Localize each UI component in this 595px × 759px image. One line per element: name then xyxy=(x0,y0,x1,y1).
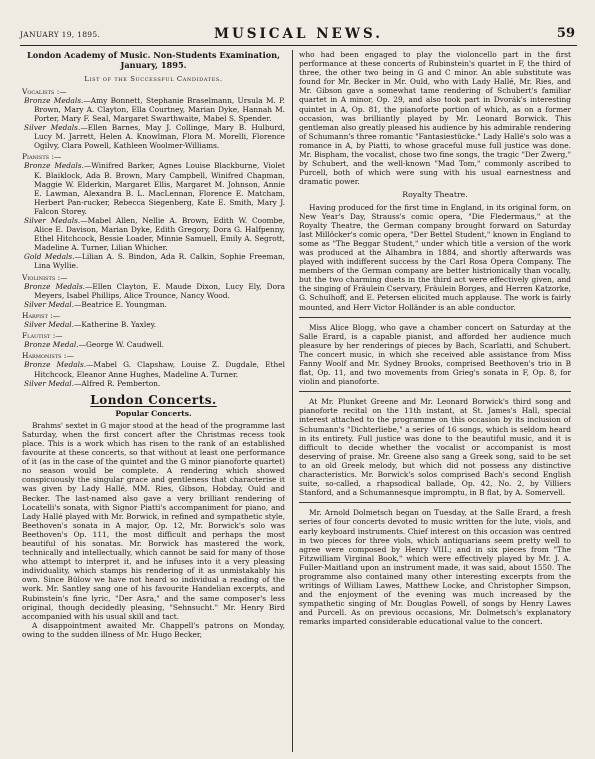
flautist-heading: Flautist :— xyxy=(22,331,63,341)
section-rule xyxy=(299,391,571,392)
medal-names: —Amy Bonnett, Stephanie Braselmann, Ursula M. P. Brown, Mary A. Clayton, Ella Courtney, Marian Dyke, Hannah M. Porter, Mary F. Seal, Margaret Swarthwaite, Mabel S. Spender. xyxy=(34,95,285,123)
pianists-bronze xyxy=(22,161,285,216)
publication-title: MUSICAL NEWS. xyxy=(214,26,383,42)
medal-label: Silver Medals. xyxy=(24,123,81,133)
column-divider xyxy=(292,50,293,752)
medal-label: Bronze Medals. xyxy=(24,281,86,291)
page-header xyxy=(20,28,577,44)
pianists-heading: Pianists :— xyxy=(22,152,62,162)
academy-title: London Academy of Music. Non-Students Examination, January, 1895. xyxy=(27,50,280,70)
popular-concerts-heading: Popular Concerts. xyxy=(115,408,192,418)
medal-label: Bronze Medals. xyxy=(24,360,87,370)
plunket-greene-paragraph: At Mr. Plunket Greene and Mr. Leonard Borwick's third song and pianoforte recital on the 11th instant, at St. James's Hall, special interest attached to the programme on this occasion by its inclusion of Schumann's "Dichterliebe," a series of 16 songs, which is seldom heard in its entirety. Full justice was done to the beautiful music, and it is difficult to decide whether the vocalist or accompanist is most deserving of praise. Mr. Greene also sang a Greek song, said to be set to an old Greek melody, but which did not possess any distinctive characteristics. Mr. Borwick's solos comprised Bach's second English suite, so-called, a rhapsodical ballade, Op. 42, No. 2, by Villiers Stanford, and a Schumannesque impromptu, in B flat, by A. Somervell. xyxy=(299,397,571,498)
academy-subtitle: List of the Successful Candidates. xyxy=(84,74,223,83)
pianists-silver xyxy=(22,216,285,252)
bloggs-concert-paragraph: Miss Alice Blogg, who gave a chamber concert on Saturday at the Salle Erard, is a capable pianist, and afforded her audience much pleasure by her renderings of pieces by Bach, Scarlatti, and Schubert. The concert music, in which she received able assistance from Miss Fanny Woolf and Mr. Sydney Brooks, comprised Beethoven's trio in B flat, Op. 11, and two movements from Grieg's sonata in F, Op. 8, for violin and pianoforte. xyxy=(299,322,571,387)
violinists-heading: Violinists :— xyxy=(22,272,68,282)
medal-names: —Ellen Barnes, May J. Collinge, Mary B. Hulburd, Lucy M. Jarrett, Helen A. Knowlman, Flora M. Morelli, Florence Ogilvy, Clara Powell, Kathleen Woolmer-Williams. xyxy=(34,123,285,151)
medal-label: Bronze Medals. xyxy=(24,161,84,171)
left-column xyxy=(22,50,285,639)
medal-names: —Mabel G. Clapshaw, Louise Z. Dugdale, Ethel Hitchcock, Eleanor Anne Hughes, Madeline A. Turner. xyxy=(34,360,285,379)
medal-names: —Ellen Clayton, E. Maude Dixon, Lucy Ely, Dora Meyers, Isabel Phillips, Alice Trounce, Nancy Wood. xyxy=(34,281,285,300)
violinists-silver xyxy=(22,300,285,309)
medal-label: Silver Medal. xyxy=(24,299,75,309)
vocalists-silver xyxy=(22,123,285,150)
harmonists-silver xyxy=(22,379,285,388)
medal-names: —Mabel Allen, Nellie A. Brown, Edith W. Coombe, Alice E. Davison, Marian Dyke, Edith Gregory, Dora G. Halfpenny, Ethel Hitchcock, Bessie Loader, Minnie Samuell, Emily A. Segrott, Madeline A. Turner, Lilian Whicher. xyxy=(34,216,285,253)
medal-names: —Lilian A. S. Bindon, Ada R. Calkin, Sophie Freeman, Lina Wyllie. xyxy=(34,252,285,271)
medal-label: Bronze Medal. xyxy=(24,340,79,350)
harpist-silver xyxy=(22,320,285,329)
medal-names: —Winifred Barker, Agnes Louise Blackburne, Violet K. Blaiklock, Ada B. Brown, Mary Campbell, Winifred Chapman, Maggie W. Elderkin, Margaret Ellis, Margaret M. Johnson, Annie E. Lawman, Alexandra B. L. MacLennan, Florence E. Matcham, Herbert Pan-rucker, Rebecca Siegenberg, Kate E. Smith, Mary J. Falcon Storey. xyxy=(34,161,285,216)
medal-label: Silver Medals. xyxy=(24,216,81,225)
continued-paragraph: who had been engaged to play the violoncello part in the first performance at these concerts of Rubinstein's quartet in F, the third of three, the other two being in G and C minor. An able substitute was found for Mr. Becker in Mr. Ould, who with Lady Hallé, Mr. Ries, and Mr. Gibson gave a somewhat tame rendering of Schubert's familiar quartet in A minor, Op. 29, and also took part in Dvorák's interesting quintet in A, Op. 81, the pianoforte portion of which, as on a former occasion, was brilliantly played by Mr. Leonard Borwick. This gentleman also greatly pleased his audience by his admirable rendering of Schumann's three romantic "Fantasiestücke." Lady Hallé's solo was a romance in A, by Piatti, to whose graceful muse full justice was done. Mr. Bispham, the vocalist, chose two fine songs, the tragic "Der Zwerg," by Schubert, and the well-known "Mad Tom," commonly ascribed to Purcell, both of which were sung with his usual earnestness and dramatic power. xyxy=(299,50,571,187)
harpist-heading: Harpist :— xyxy=(22,310,61,320)
section-rule xyxy=(299,502,571,503)
section-rule xyxy=(299,317,571,318)
medal-names: —Beatrice E. Youngman. xyxy=(74,299,167,309)
flautist-bronze xyxy=(22,340,285,349)
page-number: 59 xyxy=(556,26,575,41)
right-column xyxy=(299,50,571,627)
medal-names: —Katherine B. Yaxley. xyxy=(74,320,157,330)
popular-concerts-paragraph-1: Brahms' sextet in G major stood at the head of the programme last Saturday, when the first concert after the Christmas recess took place. This is a work which has risen to the rank of an established favourite at these concerts, so that without at least one performance of it (as in the case of the quintet and the G minor pianoforte quartet) no season would be complete. A rendering which showed conspicuously the singular grace and gentleness that characterise it was given by Lady Hallé, MM. Ries, Gibson, Hobday, Ould and Becker. The last-named also gave a very brilliant rendering of Locatelli's sonata, with Signor Piatti's accompaniment for piano, and Lady Hallé played with Mr. Borwick, in refined and sympathetic style, Beethoven's sonata in A major, Op. 12, Mr. Borwick's solo was Beethoven's Op. 111, the most difficult and perhaps the most beautiful of his sonatas. Mr. Borwick has mastered the work, technically and intellectually, which cannot be said for many of those who attempt to interpret it, and he infuses into it a very pleasing individuality, which stamps his rendering of it as unmistakably his own. Since Bülow we have not heard so individual a reading of the work. Mr. Santley sang one of his favourite Handelian excerpts, and Rubinstein's fine lyric, "Der Asra," and the same composer's less original, though decidedly pleasing, "Sehnsucht." Mr. Henry Bird accompanied with his usual skill and tact. xyxy=(22,420,285,621)
medal-label: Bronze Medals. xyxy=(24,95,84,105)
medal-names: —George W. Caudwell. xyxy=(78,340,165,350)
issue-date: JANUARY 19, 1895. xyxy=(20,30,101,39)
vocalists-heading: Vocalists :— xyxy=(22,86,67,96)
royalty-theatre-paragraph: Having produced for the first time in England, in its original form, on New Year's Day, Strauss's comic opera, "Die Fledermaus," at the Royalty Theatre, the German company brought forward on Saturday last Millöcker's comic opera, "Der Bettel Student," known in England to some as "The Beggar Student," under which title a version of the work was produced at the Alhambra in 1884, and shortly afterwards was played with indifferent success by the Carl Rosa Opera Company. The members of the German company are better histrionically than vocally, but the two charming duets in the third act were effectively given, and the singing of Fräulein Cservary, Fräulein Borges, and Herren Katzorke, G. Schulhoff, and E. Petersen elicited much applause. The work is fairly mounted, and Herr Victor Holländer is an able conductor. xyxy=(299,202,571,312)
harmonists-heading: Harmonists :— xyxy=(22,351,74,361)
london-concerts-heading: London Concerts. xyxy=(90,392,217,407)
medal-label: Gold Medals. xyxy=(24,252,75,262)
dolmetsch-paragraph: Mr. Arnold Dolmetsch began on Tuesday, at the Salle Erard, a fresh series of four concerts devoted to music written for the lute, viols, and early keyboard instruments. Chief interest on this occasion was centred in two pieces for three viols, which antiquarians seem pretty well to agree were composed by Henry VIII.; and in six pieces from "The Fitzwilliam Virginal Book," which were effectively played by Mr. J. A. Fuller-Maitland upon an instrument made, it was said, about 1550. The programme also contained many other interesting excerpts from the writings of William Lawes, Matthew Locke, and Christopher Simpson, and the enjoyment of the evening was much increased by the sympathetic singing of Mr. Douglas Powell, of songs by Henry Lawes and Purcell. As on previous occasions, Mr. Dolmetsch's explanatory remarks imparted considerable educational value to the concert. xyxy=(299,508,571,627)
violinists-bronze xyxy=(22,282,285,300)
header-rule xyxy=(20,45,577,46)
medal-names: —Alfred R. Pemberton. xyxy=(74,378,161,388)
medal-label: Silver Medal. xyxy=(24,320,75,330)
harmonists-bronze xyxy=(22,360,285,378)
medal-label: Silver Medal. xyxy=(24,378,75,388)
royalty-theatre-heading: Royalty Theatre. xyxy=(402,190,468,200)
vocalists-bronze xyxy=(22,96,285,123)
popular-concerts-paragraph-2: A disappointment awaited Mr. Chappell's patrons on Monday, owing to the sudden illness of Mr. Hugo Becker, xyxy=(22,620,285,639)
pianists-gold xyxy=(22,252,285,270)
